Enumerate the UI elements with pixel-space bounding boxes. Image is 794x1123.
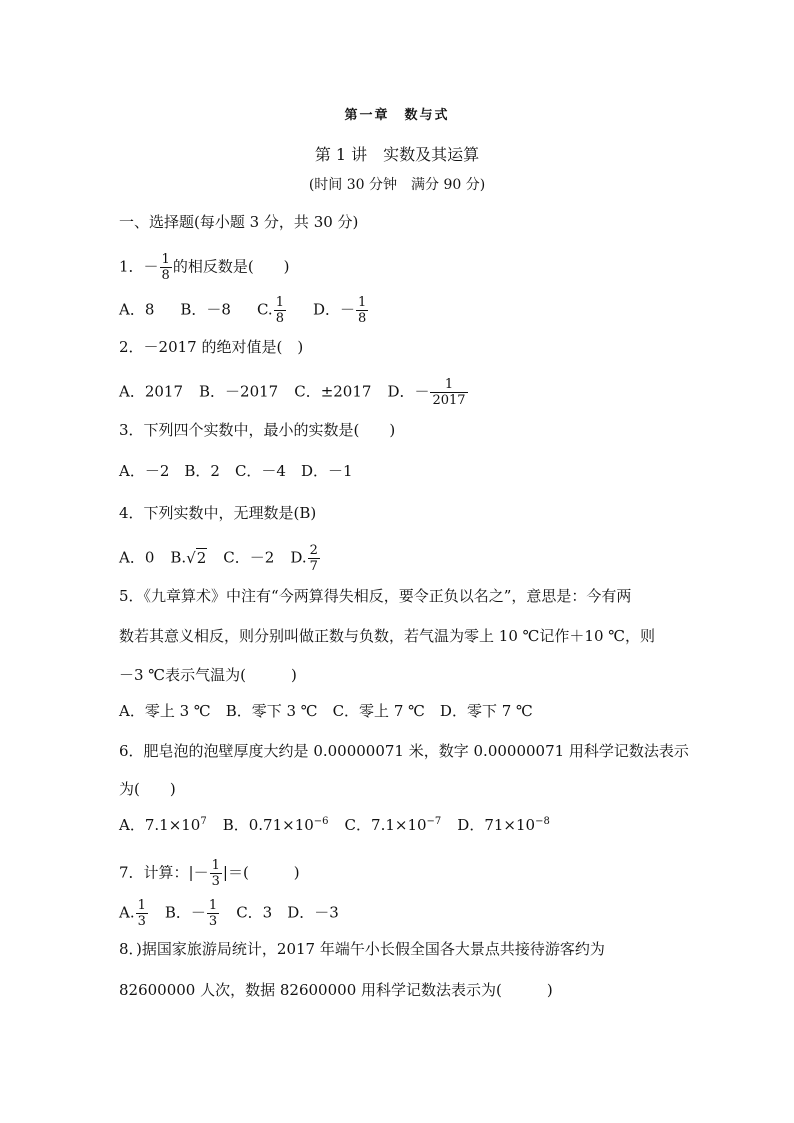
fraction: $\frac{1}{3}$ bbox=[208, 898, 218, 929]
question-8-line-2: 82600000 人次，数据 82600000 用科学记数法表示为( ) bbox=[119, 981, 553, 999]
fraction: $\frac{1}{8}$ bbox=[161, 252, 170, 283]
sqrt-symbol: √2 bbox=[186, 548, 207, 567]
question-8-line-1: 8．)据国家旅游局统计，2017 年端午小长假全国各大景点共接待游客约为 bbox=[119, 940, 605, 958]
question-6-line-2: 为( ) bbox=[119, 780, 176, 798]
question-4-options: A．0 B.√2 C．－2 D. $\frac{2}{7}$ bbox=[119, 543, 318, 574]
fraction: $\frac{1}{3}$ bbox=[211, 858, 220, 889]
question-2-options: A．2017 B．－2017 C．±2017 D．－ $\frac{1}{2017}$ bbox=[119, 377, 466, 408]
chapter-title: 第一章 数与式 bbox=[344, 108, 450, 123]
fraction: $\frac{2}{7}$ bbox=[309, 543, 318, 574]
question-3-stem: 3．下列四个实数中，最小的实数是( ) bbox=[119, 421, 396, 439]
fraction: $\frac{1}{3}$ bbox=[137, 898, 146, 929]
question-1-options: A．8 B．－8 C. $\frac{1}{8}$ D．－ $\frac{1}{8}$ bbox=[119, 295, 367, 326]
question-5-line-3: －3 ℃表示气温为( ) bbox=[119, 666, 297, 684]
question-1-stem: 1．－ $\frac{1}{8}$ 的相反数是( ) bbox=[119, 252, 290, 283]
time-info: (时间 30 分钟 满分 90 分) bbox=[308, 177, 486, 193]
question-5-line-1: 5．《九章算术》中注有“今两算得失相反，要令正负以名之”，意思是：今有两 bbox=[119, 587, 632, 605]
question-6-line-1: 6．肥皂泡的泡壁厚度大约是 0.00000071 米，数字 0.00000071 用科学记数法表示 bbox=[119, 742, 689, 760]
fraction: $\frac{1}{8}$ bbox=[275, 295, 284, 326]
question-7-stem: 7．计算：|－ $\frac{1}{3}$ |＝( ) bbox=[119, 858, 300, 889]
question-5-options: A．零上 3 ℃ B．零下 3 ℃ C．零上 7 ℃ D．零下 7 ℃ bbox=[119, 702, 533, 720]
question-7-options: A. $\frac{1}{3}$ B．－ $\frac{1}{3}$ C．3 D．－3 bbox=[119, 898, 339, 929]
question-3-options: A．－2 B．2 C．－4 D．－1 bbox=[119, 462, 353, 480]
fraction: $\frac{1}{8}$ bbox=[358, 295, 367, 326]
fraction: $\frac{1}{2017}$ bbox=[432, 377, 466, 408]
section-title: 一、选择题(每小题 3 分，共 30 分) bbox=[119, 213, 359, 231]
lecture-title: 第 1 讲 实数及其运算 bbox=[314, 145, 480, 164]
question-2-stem: 2．－2017 的绝对值是( ) bbox=[119, 338, 304, 356]
question-5-line-2: 数若其意义相反，则分别叫做正数与负数，若气温为零上 10 ℃记作＋10 ℃，则 bbox=[119, 627, 656, 645]
question-6-options: A．$7.1\times 10^7$ B．$0.71\times 10^{-6}$ C．$7.1\times 10^{-7}$ D．$71\times 10^{-8}$ bbox=[119, 816, 550, 834]
question-4-stem: 4．下列实数中，无理数是(B) bbox=[119, 504, 317, 522]
